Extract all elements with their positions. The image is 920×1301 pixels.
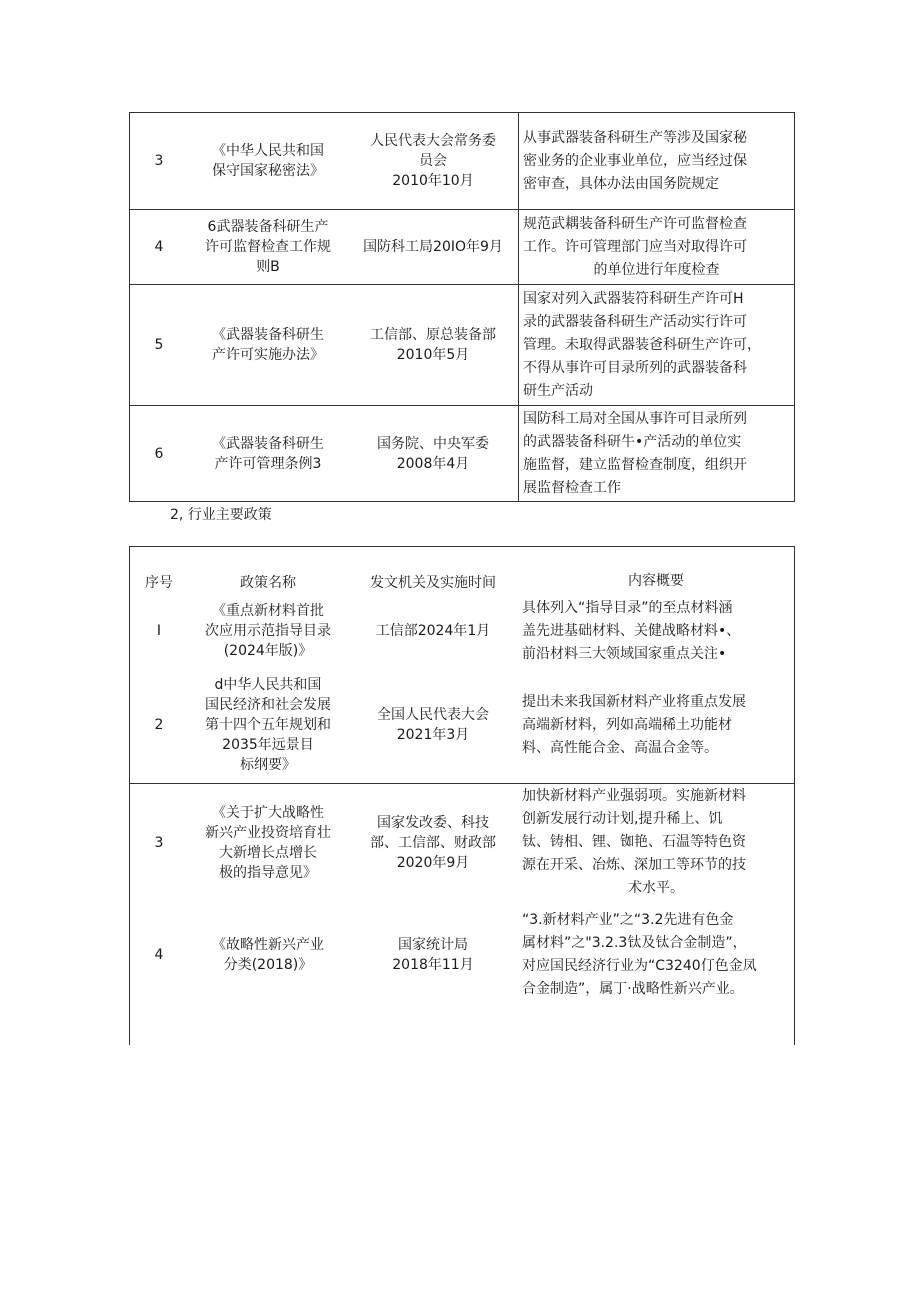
- header-content: 内容概要: [628, 573, 684, 589]
- row-number: 6: [154, 445, 164, 462]
- policy-name: d中华人民共和国 国民经济和社会发展 第十四个五年规划和 2035年远景目 标纲要》: [205, 677, 331, 773]
- table-row: [130, 667, 794, 783]
- header-name: 政策名称: [240, 575, 296, 591]
- content-summary: 提出未来我国新材料产业将重点发展 高端新材料，列如高端稀土功能材 料、高性能合金、高温合金等。: [522, 693, 746, 756]
- regulation-table: [129, 112, 795, 502]
- table-row: [130, 901, 794, 1009]
- content-summary: 加快新材料产业强弱项。实施新材料 创新发展行动计划,提升稀上、饥 钛、铸相、锂、铷艳、石温等特色资 源在开采、冶炼、深加工等环节的技 术水平。: [522, 788, 746, 896]
- issuer-date: 国家发改委、科技 部、工信部、财政部 2020年9月: [370, 814, 496, 871]
- section-number: 2,: [170, 507, 184, 523]
- table-header-row: [130, 547, 794, 595]
- law-name: 6武器装备科研生产 许可监督检查工作规 则B: [205, 219, 331, 275]
- content-summary: 国家对列入武器装符科研生产许可H 录的武器装备科研生产活动实行许可 管理。未取得武器装爸科研生产许可， 不得从事许可目录所列的武器装备科 研生产活动: [518, 285, 794, 405]
- policy-name: 《故略性新兴产业 分类(2018)》: [212, 937, 324, 973]
- header-no: 序号: [145, 575, 173, 591]
- law-name: 《武器装备科研生 产许可管理条例3: [212, 435, 324, 472]
- content-summary: 具体列入“指导目录”的至点材料涵 盖先进基础材料、关健战略材料•、 前沿材料三大领域国家重点关注•: [522, 599, 741, 662]
- row-number: 3: [154, 153, 164, 169]
- content-summary: 规范武耦装备科研生产许可监督检查 工作。许可管理部门应当对取得许可 的单位进行年度检查: [518, 210, 794, 284]
- row-number: 4: [154, 947, 164, 963]
- section-title: 行业主要政策: [187, 507, 272, 523]
- issuer-date: 国务院、中央军委 2008年4月: [377, 435, 489, 472]
- table-row: [130, 405, 794, 501]
- table-row: [130, 209, 794, 284]
- row-number: 3: [154, 834, 164, 851]
- issuer-date: 国家统计局 2018年11月: [392, 937, 474, 973]
- row-number: I: [156, 623, 162, 639]
- row-number: 4: [154, 239, 164, 255]
- row-number: 2: [154, 717, 164, 733]
- law-name: 《中华人民共和国 保守国家秘密法》: [212, 143, 324, 179]
- table-row: [130, 113, 794, 209]
- table-row: [130, 284, 794, 405]
- content-summary: “3.新材料产业”之“3.2先进有色金 属材料”之"3.2.3钛及钛合金制造”， 对应国民经济行业为“C3240仃色金凤 合金制造”，属丁·战略性新兴产业。: [522, 912, 757, 997]
- table-row: [130, 595, 794, 667]
- issuer-date: 国防科工局20IO年9月: [363, 239, 503, 255]
- issuer-date: 全国人民代表大会 2021年3月: [377, 707, 489, 743]
- content-summary: 国防科工局对全国从事许可目录所列 的武器装备科研牛•产活动的单位实 施监督，建立监督检查制度，组织开 展监督检查工作: [518, 406, 794, 501]
- issuer-date: 工信部2024年1月: [375, 623, 491, 639]
- policy-name: 《重点新材料首批 次应用示范指导目录 (2024年版)》: [205, 603, 331, 659]
- header-issuer: 发文机关及实施时间: [370, 575, 496, 591]
- row-number: 5: [154, 337, 164, 353]
- content-summary: 从事武器装备科研生产等涉及国家秘 密业务的企业事业单位，应当经过保 密审查，具体办法由国务院规定: [518, 113, 794, 209]
- policy-table: [129, 546, 795, 1045]
- issuer-date: 人民代表大会常务委 员会 2010年10月: [370, 133, 496, 189]
- law-name: 《武器装备科研生 产许可实施办法》: [212, 327, 324, 363]
- policy-name: 《关于扩大战略性 新兴产业投资培育壮 大新增长点增长 极的指导意见》: [205, 804, 331, 881]
- table-row: [130, 783, 794, 901]
- section-heading: [170, 505, 272, 525]
- issuer-date: 工信部、原总装备部 2010年5月: [370, 327, 496, 363]
